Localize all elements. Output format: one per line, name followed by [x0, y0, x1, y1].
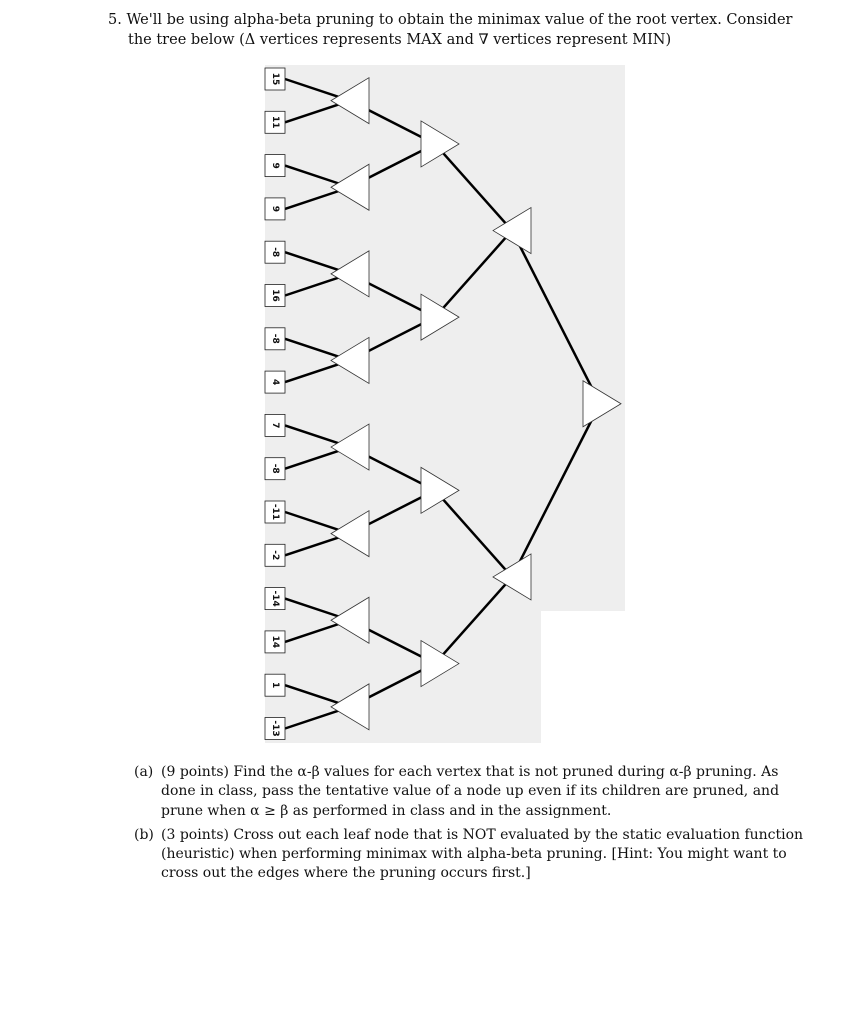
leaf-node [265, 674, 285, 696]
part-b [134, 826, 804, 884]
leaf-value: -8 [270, 463, 280, 474]
part-a-line-3: prune when α ≥ β as performed in class and in the assignment. [161, 802, 612, 819]
leaf-value: -11 [270, 503, 280, 521]
leaf-value: 1 [270, 682, 280, 689]
leaf-node [265, 371, 285, 393]
leaf-node [265, 544, 285, 566]
leaf-value: -2 [270, 550, 280, 561]
part-b-line-1: (3 points) Cross out each leaf node that is NOT evaluated by the static evaluation function [161, 826, 804, 843]
leaf-value: 14 [270, 635, 280, 649]
leaf-node [265, 285, 285, 307]
part-b-label: (b) [134, 826, 154, 843]
leaf-node [265, 458, 285, 480]
question-number: 5. [108, 12, 122, 28]
question-text-line-2: the tree below (Δ vertices represents MAX and ∇ vertices represent MIN) [128, 32, 672, 48]
part-a-line-1: (9 points) Find the α-β values for each vertex that is not pruned during α-β pruning. As [161, 764, 779, 780]
leaf-node [265, 241, 285, 263]
part-a-line-2: done in class, pass the tentative value of a node up even if its children are pruned, and [161, 783, 780, 800]
leaf-value: 4 [270, 378, 280, 386]
leaf-node [265, 718, 285, 740]
question-parts [134, 763, 804, 889]
leaf-value: -13 [270, 720, 280, 737]
tree-background [265, 65, 625, 743]
question-text-line-1: We'll be using alpha-beta pruning to obtain the minimax value of the root vertex. Consider [126, 12, 793, 28]
leaf-node [265, 414, 285, 436]
leaf-value: 16 [270, 289, 280, 302]
leaf-value: 11 [270, 116, 280, 129]
leaf-node [265, 328, 285, 350]
leaf-node [265, 501, 285, 523]
leaf-node [265, 68, 285, 90]
leaf-node [265, 155, 285, 177]
leaf-value: 15 [270, 72, 280, 86]
leaf-node [265, 588, 285, 610]
leaf-value: -8 [270, 247, 280, 258]
part-a-label: (a) [134, 764, 154, 780]
leaf-node [265, 111, 285, 133]
leaf-value: 7 [270, 422, 280, 429]
leaf-value: -14 [270, 590, 280, 607]
leaf-node [265, 631, 285, 653]
leaf-node [265, 198, 285, 220]
part-a [134, 763, 780, 821]
part-b-line-3: cross out the edges where the pruning occurs first.] [161, 865, 531, 882]
leaf-value: 9 [270, 205, 280, 213]
part-b-line-2: (heuristic) when performing minimax with alpha-beta pruning. [Hint: You might want to [161, 846, 787, 863]
leaf-value: 9 [270, 162, 280, 169]
leaf-value: -8 [270, 333, 280, 344]
